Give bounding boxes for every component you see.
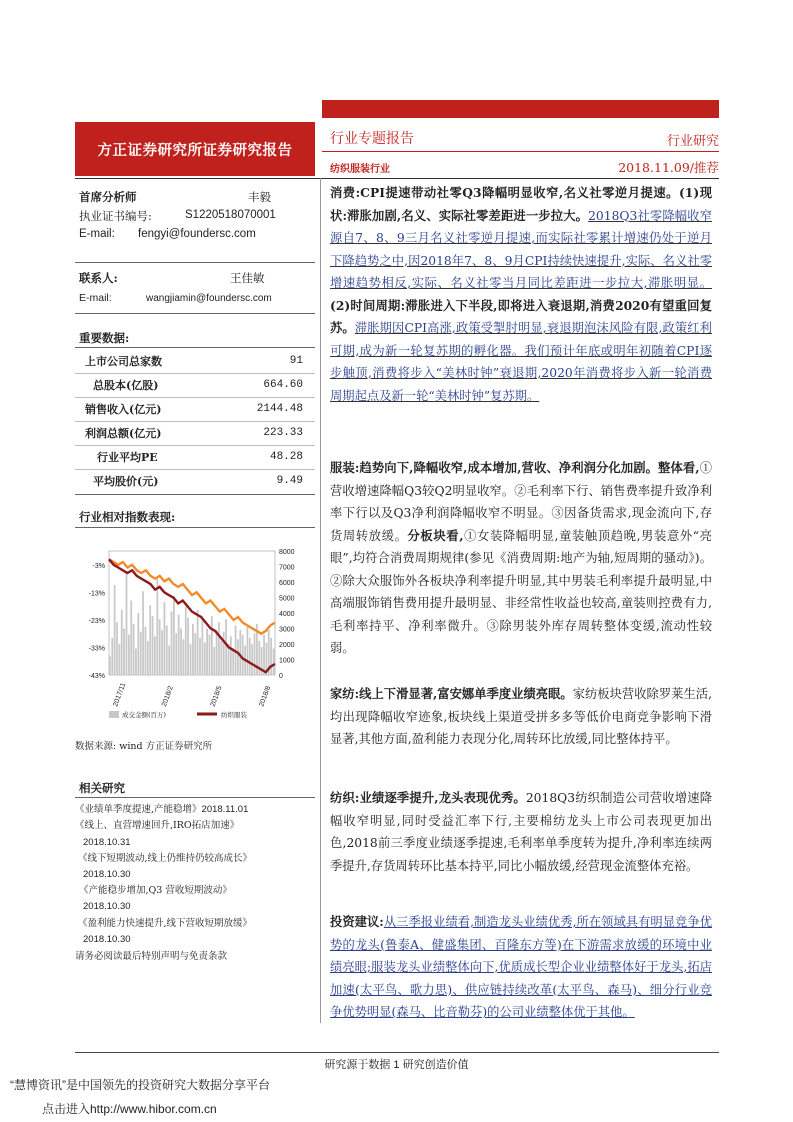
related-item-date: 2018.10.31 xyxy=(83,837,131,848)
para-home-textile xyxy=(330,683,712,751)
date-rating: 2018.11.09/推荐 xyxy=(618,160,719,175)
related-item-title[interactable]: 《产能稳步增加,Q3 营收短期波动》 xyxy=(79,885,232,896)
industry-name: 纺织服装行业 xyxy=(330,164,390,175)
related-item[interactable] xyxy=(75,819,315,833)
footer-brand: “慧博资讯”是中国领先的投资研究大数据分享平台 xyxy=(10,1078,270,1092)
cert-number: S1220518070001 xyxy=(185,209,276,221)
volume-bar xyxy=(218,622,220,675)
key-data-row xyxy=(85,470,303,492)
para-bold: 分板块看, xyxy=(407,527,464,543)
header-bar xyxy=(322,100,719,118)
divider xyxy=(75,262,315,263)
volume-bar xyxy=(251,644,253,675)
y-left-tick-label: -23% xyxy=(88,617,105,625)
volume-bar xyxy=(118,644,120,675)
related-item-title[interactable]: 《线上、直营增速回升,IRO拓店加速》 xyxy=(75,820,240,831)
volume-bar xyxy=(149,605,151,675)
contact-email-label: E-mail: xyxy=(79,292,112,304)
y-left-tick-label: -33% xyxy=(88,645,105,653)
related-item-title[interactable]: 《业绩单季度提速,产能稳增》 xyxy=(75,804,202,815)
relative-index-chart xyxy=(75,535,315,730)
para-apparel xyxy=(330,457,712,660)
divider xyxy=(75,347,315,348)
volume-bar xyxy=(206,629,208,676)
volume-bar xyxy=(187,618,189,675)
volume-bar xyxy=(209,635,211,675)
volume-bar xyxy=(126,571,128,675)
y-right-tick-label: 0 xyxy=(279,673,283,680)
volume-bar xyxy=(213,647,215,675)
volume-bar xyxy=(237,639,239,675)
volume-bar xyxy=(116,622,118,675)
key-data-value: 9.49 xyxy=(276,475,303,487)
related-item[interactable] xyxy=(78,852,318,866)
volume-bar xyxy=(254,633,256,675)
para-bold: 家纺:线上下滑显著,富安娜单季度业绩亮眼。 xyxy=(330,686,573,701)
para-textile xyxy=(330,787,712,877)
series-line xyxy=(109,559,275,633)
volume-bar xyxy=(123,629,125,676)
chart-source: 数据来源: wind 方正证券研究所 xyxy=(75,741,213,752)
volume-bar xyxy=(168,646,170,675)
key-data-row xyxy=(85,350,303,372)
volume-bar xyxy=(175,633,177,675)
para-text: 2018Q3纺织制造公司营收增速降幅收窄明显,同时受益汇率下行,主要棉纺龙头上市公司表现更加出色,2018前三季度业绩逐季提速,毛利率单季度转为提升,净利率连续两季提升,存货周转环比基本持平,同比小幅放缓,经营现金流整体充裕。 xyxy=(330,791,712,873)
key-data-value: 223.33 xyxy=(263,427,303,439)
org-title: 方正证券研究所证券研究报告 xyxy=(75,122,315,176)
volume-bar xyxy=(199,638,201,675)
divider xyxy=(75,313,315,314)
key-data-label: 销售收入(亿元) xyxy=(85,403,162,416)
para-text: 从三季报业绩看,制造龙头业绩优秀,所在领域具有明显竞争优势的龙头(鲁泰A、健盛集团、百隆东方等)在下游需求放缓的环境中业绩亮眼;服装龙头业绩整体向下,优质成长型企业业绩整体好于龙头,拓店加速(太平鸟、歌力思)、供应链持续改革(太平鸟、森马)、细分行业竞争优势明显(森马、比音勒芬)的公司业绩整体优于其他。 xyxy=(330,915,712,1019)
contact-email[interactable]: wangjiamin@foundersc.com xyxy=(146,293,272,304)
y-left-tick-label: -3% xyxy=(92,562,105,570)
cert-label: 执业证书编号: xyxy=(79,209,152,223)
related-item-title[interactable]: 《盈利能力快速提升,线下营收短期放缓》 xyxy=(78,918,253,929)
key-data-row xyxy=(85,374,303,396)
legend-label-volume: 成交金额(百万) xyxy=(122,711,167,719)
key-data-label: 总股本(亿股) xyxy=(93,379,159,392)
volume-bar xyxy=(249,638,251,675)
volume-bar xyxy=(180,629,182,676)
y-left-tick-label: -43% xyxy=(88,673,105,680)
y-right-tick-label: 1000 xyxy=(279,657,295,665)
volume-bar xyxy=(194,633,196,675)
volume-bar xyxy=(140,632,142,675)
related-item-date: 2018.11.01 xyxy=(201,804,249,815)
volume-bar xyxy=(201,621,203,675)
key-data-label: 利润总额(亿元) xyxy=(85,427,162,440)
volume-bar xyxy=(273,649,275,675)
volume-bar xyxy=(145,627,147,675)
report-type: 行业专题报告 xyxy=(330,131,414,147)
para-bold: (1)现状:滞胀加剧,名义、实际社零差距进一步拉大。 xyxy=(330,185,712,223)
volume-bar xyxy=(171,611,173,675)
volume-bar xyxy=(247,627,249,675)
related-title: 相关研究 xyxy=(79,781,125,795)
volume-bar xyxy=(185,607,187,675)
y-right-tick-label: 6000 xyxy=(279,580,295,587)
volume-bar xyxy=(154,636,156,675)
volume-bar xyxy=(173,596,175,675)
key-data-label: 平均股价(元) xyxy=(93,475,159,488)
related-item-title[interactable]: 《线下短期波动,线上仍维持仍较高成长》 xyxy=(78,853,253,864)
email-label: E-mail: xyxy=(79,228,115,240)
key-data-row xyxy=(85,446,303,468)
key-data-value: 48.28 xyxy=(269,451,303,463)
volume-bar xyxy=(109,656,111,675)
volume-bar xyxy=(223,632,225,675)
related-item-date: 2018.10.30 xyxy=(83,901,131,912)
key-data-title: 重要数据: xyxy=(79,331,130,345)
analyst-name: 丰毅 xyxy=(248,190,271,204)
volume-bar xyxy=(159,619,161,675)
report-category: 行业研究 xyxy=(666,134,719,149)
volume-bar xyxy=(114,585,116,675)
volume-bar xyxy=(230,636,232,675)
x-tick-label: 2018/2 xyxy=(160,685,175,708)
footer-link[interactable]: 点击进入http://www.hibor.com.cn xyxy=(42,1102,217,1116)
y-right-tick-label: 4000 xyxy=(279,611,295,618)
para-text: 家纺板块营收除罗莱生活,均出现降幅收窄迹象,板块线上渠道受拼多多等低价电商竞争影响下滑显著,其他方面,盈利能力表现分化,周转环比放缓,同比整体持平。 xyxy=(330,687,712,746)
y-right-tick-label: 2000 xyxy=(279,642,295,649)
y-right-tick-label: 3000 xyxy=(279,626,295,634)
volume-bar xyxy=(111,638,113,675)
key-data-label: 行业平均PE xyxy=(97,451,158,464)
analyst-email[interactable]: fengyi@foundersc.com xyxy=(138,228,256,240)
volume-bar xyxy=(239,630,241,675)
contact-label: 联系人: xyxy=(79,271,118,285)
volume-bar xyxy=(152,616,154,675)
related-item[interactable] xyxy=(79,884,319,898)
related-item-date: 2018.10.30 xyxy=(83,869,131,880)
para-bold: 投资建议: xyxy=(330,914,384,929)
para-text: 2018Q3社零降幅收窄源自7、8、9三月名义社零逆月提速,而实际社零累计增速仍处于逆月下降趋势之中,因2018年7、8、9月CPI持续快速提升,实际、名义社零增速趋势相反,实际、名义社零当月同比差距进一步拉大,滞胀明显。 xyxy=(330,208,713,290)
related-item-date: 2018.10.30 xyxy=(83,934,131,945)
para-investment xyxy=(330,911,712,1024)
para-text: ①女装降幅明显,童装触顶趋晚,男装意外“亮眼”,均符合消费周期规律(参见《消费周期:地产为轴,短周期的骚动》)。②除大众服饰外各板块净利率提升明显,其中男装毛利率提升最明显,中高端服饰销售费用提升最明显、非经常性收益也较高,童装则控费有力,毛利率持平、净利率微升。③除男装外库存周转整体变缓,流动性较弱。 xyxy=(330,528,712,655)
x-tick-label: 2018/5 xyxy=(209,685,224,708)
volume-bar xyxy=(121,610,123,675)
disclaimer: 请务必阅读最后特别声明与免责条款 xyxy=(75,951,228,962)
volume-bar xyxy=(232,649,234,675)
volume-bar xyxy=(204,642,206,675)
volume-bar xyxy=(270,638,272,675)
volume-bar xyxy=(133,624,135,675)
key-data-value: 91 xyxy=(289,355,303,367)
volume-bar xyxy=(197,610,199,675)
volume-bar xyxy=(166,625,168,675)
divider xyxy=(75,527,315,528)
volume-bar xyxy=(142,591,144,675)
related-item[interactable] xyxy=(78,917,318,931)
para-heading: 消费:CPI提速带动社零Q3降幅明显收窄,名义社零逆月提速。 xyxy=(330,185,679,200)
para-consumption xyxy=(330,182,712,407)
y-left-tick-label: -13% xyxy=(88,590,105,598)
y-right-tick-label: 8000 xyxy=(279,549,295,556)
y-right-tick-label: 5000 xyxy=(279,595,295,603)
footer-slogan: 研究源于数据 1 研究创造价值 xyxy=(324,1059,469,1071)
divider xyxy=(75,797,315,798)
volume-bar xyxy=(242,635,244,675)
para-bold: 服装:趋势向下,降幅收窄,成本增加,营收、净利润分化加剧。整体看, xyxy=(330,460,700,475)
key-data-value: 664.60 xyxy=(263,379,303,391)
volume-bar xyxy=(183,639,185,675)
volume-bar xyxy=(225,619,227,675)
key-data-row xyxy=(85,422,303,444)
para-bold: 纺织:业绩逐季提升,龙头表现优秀。 xyxy=(330,790,526,805)
key-data-label: 上市公司总家数 xyxy=(85,355,162,368)
para-text: ①营收增速降幅Q3较Q2明显收窄。②毛利率下行、销售费率提升致净利率下行以及Q3净利润降幅收窄不明显。③因备货需求,现金流向下,存货周转放缓。 xyxy=(330,461,712,543)
row-line xyxy=(75,494,315,495)
volume-bar xyxy=(220,641,222,675)
volume-bar xyxy=(135,649,137,675)
header-divider xyxy=(322,151,719,152)
contact-name: 王佳敏 xyxy=(230,271,265,285)
legend-label-industry: 纺织服装 xyxy=(221,711,247,719)
x-tick-label: 2017/11 xyxy=(112,681,128,708)
volume-bar xyxy=(161,630,163,675)
key-data-value: 2144.48 xyxy=(256,403,303,415)
analyst-role: 首席分析师 xyxy=(79,190,137,204)
volume-bar xyxy=(190,644,192,675)
legend-swatch-volume xyxy=(109,711,119,718)
volume-bar xyxy=(216,630,218,675)
volume-bar xyxy=(192,624,194,675)
y-right-tick-label: 7000 xyxy=(279,564,295,572)
volume-bar xyxy=(263,635,265,675)
volume-bar xyxy=(156,579,158,675)
volume-bar xyxy=(130,601,132,675)
volume-bar xyxy=(178,615,180,675)
x-tick-label: 2018/8 xyxy=(258,685,273,708)
volume-bar xyxy=(137,613,139,675)
para-text: 滞胀期因CPI高涨,政策受掣肘明显,衰退期泡沫风险有限,政策红利可期,成为新一轮复苏期的孵化器。我们预计年底或明年初随着CPI逐步触顶,消费将步入“美林时钟”衰退期,2020年消费将步入新一轮消费周期起点及新一轮“美林时钟”复苏期。 xyxy=(330,321,712,403)
column-divider xyxy=(320,178,321,1023)
related-item[interactable] xyxy=(75,803,315,817)
perf-title: 行业相对指数表现: xyxy=(79,510,176,524)
volume-bar xyxy=(147,641,149,675)
volume-bar xyxy=(128,635,130,675)
footer-rule xyxy=(75,1052,719,1053)
key-data-row xyxy=(85,398,303,420)
header-rule xyxy=(75,178,719,179)
volume-bar xyxy=(211,616,213,675)
volume-bar xyxy=(164,602,166,675)
para-bold: (2)时间周期:滞胀进入下半段,即将进入衰退期,消费2020有望重回复苏。 xyxy=(330,297,712,335)
